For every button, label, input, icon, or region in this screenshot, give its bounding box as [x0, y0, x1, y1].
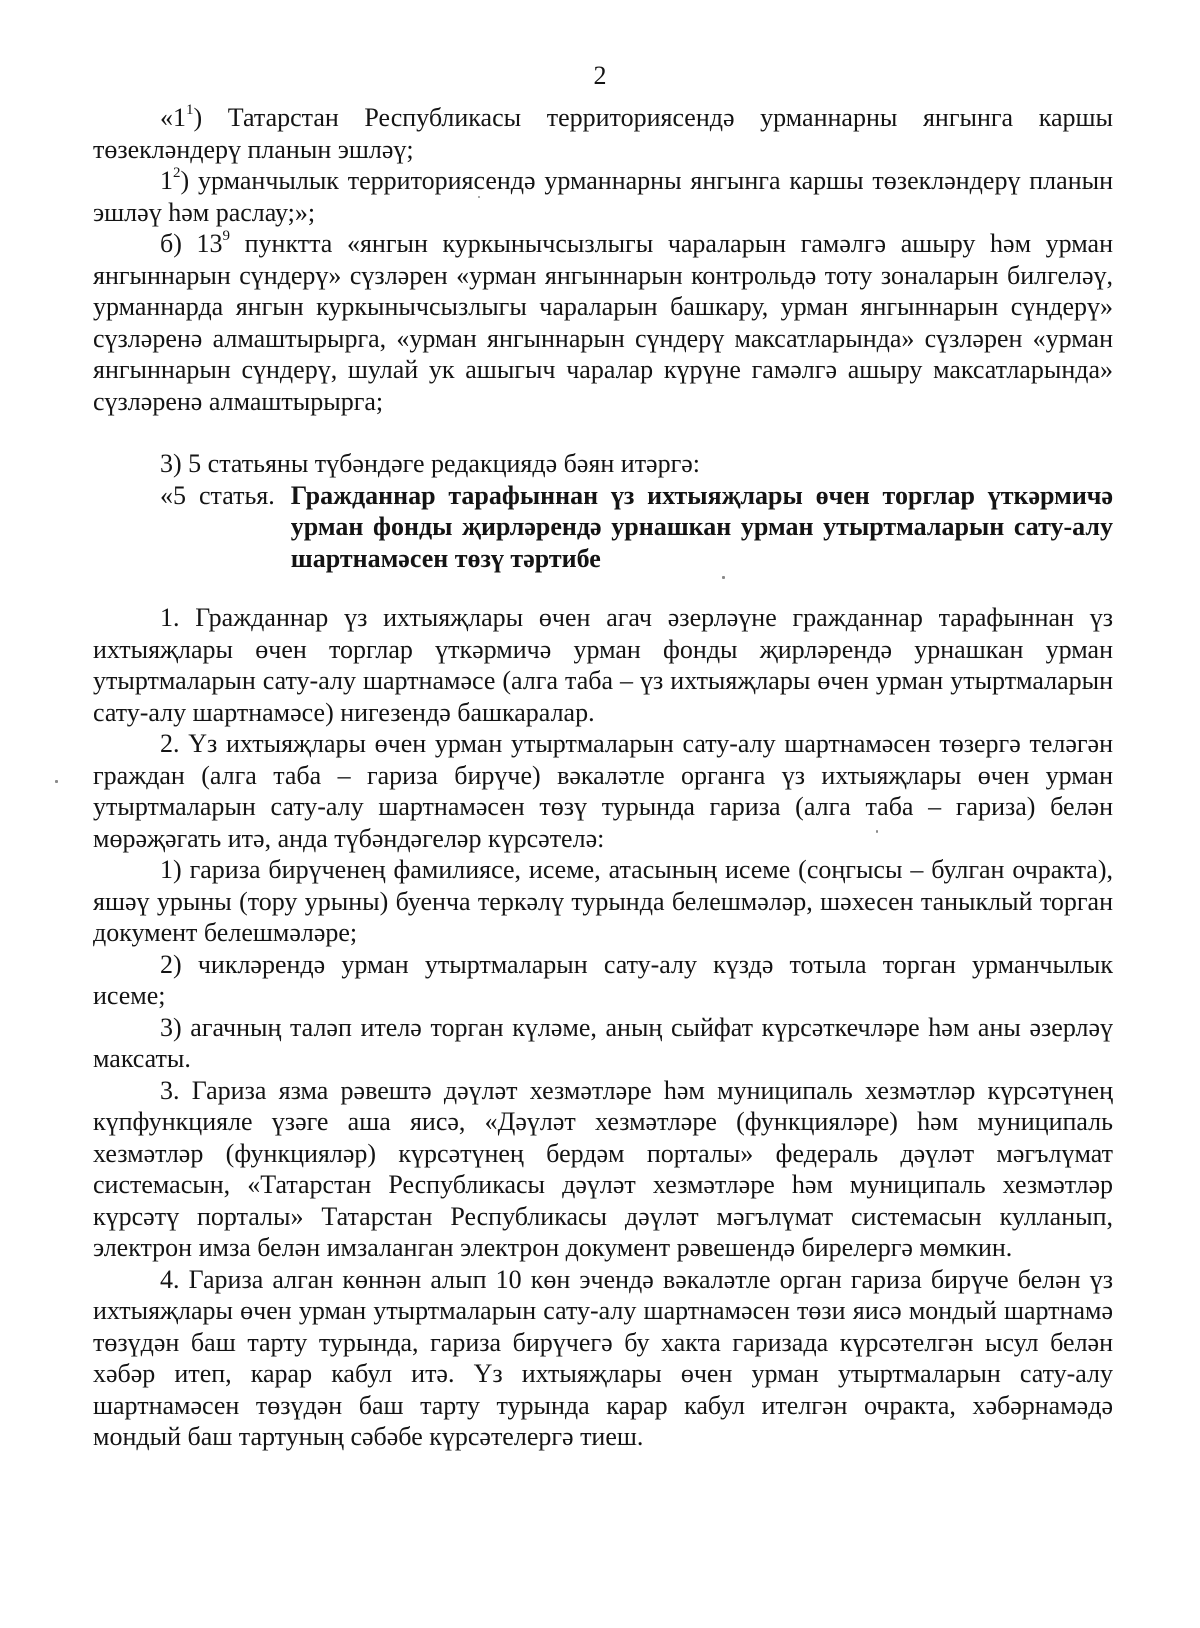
paragraph-3: 3) 5 статьяны түбәндәге редакциядә бәян итәргә:	[160, 449, 701, 478]
paragraph-point-3: 3. Гариза язма рәвештә дәүләт хезмәтләре һәм муниципаль хезмәтләр күрсәтүнең күпфункцияле үзәге аша яисә, «Дәүләт хезмәтләре (функцияләре) һәм муниципаль хезмәтләр (функцияләр) күрсәтүнең бердәм порталы» федераль дәүләт мәгълүмат системасын, «Татарстан Республикасы дәүләт хезмәтләре һәм муниципаль хезмәтләр күрсәтү порталы» Татарстан Республикасы дәүләт мәгълүмат системасын кулланып, электрон имза белән имзаланган электрон документ рәвешендә бирелергә мөмкин.	[93, 1075, 1113, 1262]
text: ) Татарстан Республикасы территориясендә урманнарны янгынга каршы төзекләндерү планын эшләү;	[93, 103, 1113, 164]
text: ) урманчылык территориясендә урманнарны янгынга каршы төзекләндерү планын эшләү һәм раслау;»;	[93, 166, 1113, 227]
text: «1	[160, 103, 186, 132]
paragraph-point-1: 1. Гражданнар үз ихтыяҗлары өчен агач әзерләүне гражданнар тарафыннан үз ихтыяҗлары өчен торглар үткәрмичә урман фонды җирләрендә урнашкан урман утыртмаларын сату-алу шартнамәсе (алга таба – үз ихтыяҗлары өчен урман утыртмаларын сату-алу шартнамәсе) нигезендә башкаралар.	[93, 603, 1113, 727]
page-number: 2	[593, 61, 607, 90]
spacer	[93, 417, 1113, 448]
paragraph-subpoint-3: 3) агачның таләп ителә торган күләме, аның сыйфат күрсәткечләре һәм аны әзерләү максаты.	[93, 1012, 1113, 1073]
superscript: 1	[186, 102, 194, 119]
paragraph-b	[93, 228, 1113, 417]
paragraph-point-2: 2. Үз ихтыяҗлары өчен урман утыртмаларын сату-алу шартнамәсен төзергә теләгән граждан (алга таба – гариза бирүче) вәкаләтле органга үз ихтыяҗлары өчен урман утыртмаларын сату-алу шартнамәсен төзү турында гариза (алга таба – гариза) белән мөрәҗәгать итә, анда түбәндәгеләр күрсәтелә:	[93, 729, 1113, 853]
article-title: Гражданнар тарафыннан үз ихтыяҗлары өчен торглар үткәрмичә урман фонды җирләрендә урнашкан урман утыртмаларын сату-алу шартнамәсен төзү тәртибе	[290, 480, 1113, 573]
paragraph-1-1	[93, 102, 1113, 165]
superscript: 9	[222, 228, 231, 245]
spacer	[93, 574, 1113, 602]
article-heading	[93, 480, 1113, 575]
text: б) 13	[160, 229, 223, 258]
superscript: 2	[173, 165, 181, 182]
paragraph-1-2	[93, 165, 1113, 228]
scan-speck	[478, 196, 480, 198]
paragraph-subpoint-2: 2) чикләрендә урман утыртмаларын сату-алу күздә тотыла торган урманчылык исеме;	[93, 949, 1113, 1010]
scan-speck	[722, 576, 725, 579]
scan-speck	[876, 830, 878, 833]
article-label: «5 статья.	[160, 480, 275, 510]
document-body	[93, 102, 1113, 1453]
paragraph-subpoint-1: 1) гариза бирүченең фамилиясе, исеме, атасының исеме (соңгысы – булган очракта), яшәү урыны (тору урыны) буенча теркәлү турында белешмәләр, шәхесен таныклый торган документ белешмәләре;	[93, 855, 1113, 947]
text: 1	[160, 166, 173, 195]
scan-speck	[55, 780, 58, 783]
text: пунктта «янгын куркынычсызлыгы чараларын гамәлгә ашыру һәм урман янгыннарын сүндерү» сүзләрен «урман янгыннарын контрольдә тоту зоналарын билгеләү, урманнарда янгын куркынычсызлыгы чараларын башкару, урман янгыннарын сүндерү» сүзләренә алмаштырырга, «урман янгыннарын сүндерү максатларында» сүзләрен «урман янгыннарын сүндерү, шулай ук ашыгыч чаралар күрүне гамәлгә ашыру максатларында» сүзләренә алмаштырырга;	[93, 229, 1113, 416]
paragraph-point-4: 4. Гариза алган көннән алып 10 көн эчендә вәкаләтле орган гариза бирүче белән үз ихтыяҗлары өчен урман утыртмаларын сату-алу шартнамәсен төзи яисә мондый шартнамә төзүдән баш тарту турында, гариза бирүчегә бу хакта гаризада күрсәтелгән ысул белән хәбәр итеп, карар кабул итә. Үз ихтыяҗлары өчен урман утыртмаларын сату-алу шартнамәсен төзүдән баш тарту турында карар кабул ителгән очракта, хәбәрнамәдә мондый баш тартуның сәбәбе күрсәтелергә тиеш.	[93, 1264, 1113, 1451]
